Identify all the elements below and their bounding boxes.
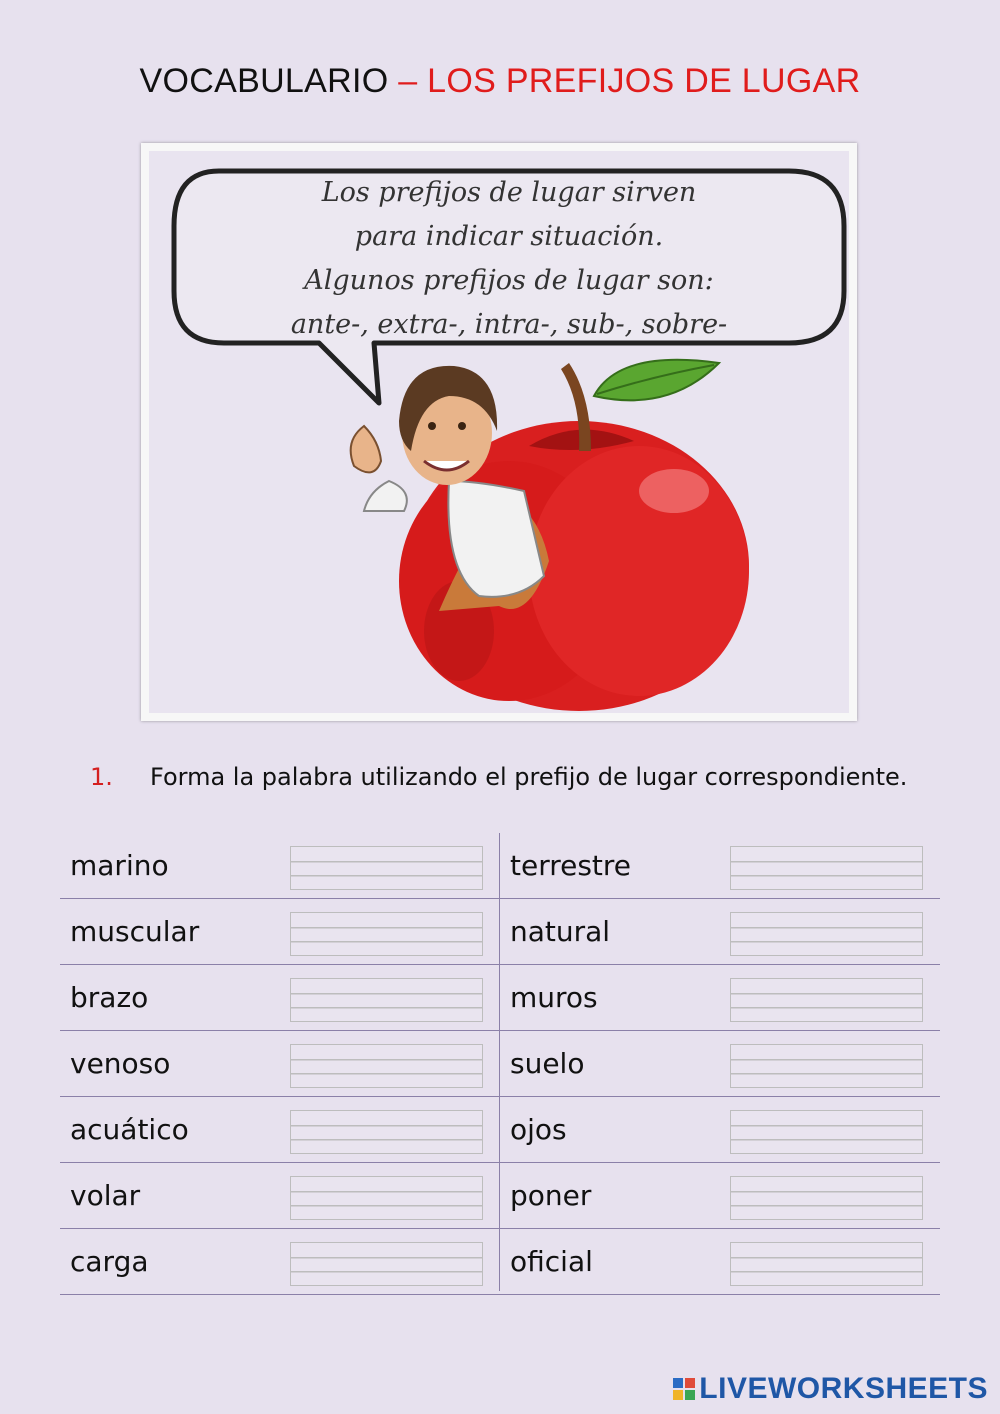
table-row <box>60 965 940 1031</box>
bubble-line-4: ante-, extra-, intra-, sub-, sobre- <box>290 309 728 340</box>
answer-field[interactable] <box>730 1044 923 1088</box>
answer-field[interactable] <box>290 1176 483 1220</box>
cell-right <box>500 1031 940 1096</box>
answer-field[interactable] <box>290 978 483 1022</box>
word-label: oficial <box>510 1245 593 1278</box>
cell-left <box>60 1097 500 1162</box>
instruction-text: Forma la palabra utilizando el prefijo de lugar correspondiente. <box>150 763 908 791</box>
bubble-text <box>189 171 829 347</box>
instruction-number: 1. <box>90 763 113 791</box>
word-label: marino <box>70 849 169 882</box>
cell-left <box>60 833 500 898</box>
cell-left <box>60 1229 500 1294</box>
table-row <box>60 833 940 899</box>
word-label: poner <box>510 1179 592 1212</box>
table-row <box>60 1229 940 1295</box>
word-label: brazo <box>70 981 149 1014</box>
answer-field[interactable] <box>730 1176 923 1220</box>
cell-right <box>500 833 940 898</box>
table-row <box>60 1163 940 1229</box>
cell-left <box>60 1031 500 1096</box>
answer-field[interactable] <box>730 1242 923 1286</box>
cell-left <box>60 965 500 1030</box>
answer-field[interactable] <box>290 1110 483 1154</box>
exercise-table <box>60 833 940 1295</box>
answer-field[interactable] <box>730 1110 923 1154</box>
word-label: suelo <box>510 1047 585 1080</box>
bubble-line-3: Algunos prefijos de lugar son: <box>304 265 714 296</box>
answer-field[interactable] <box>290 1044 483 1088</box>
table-row <box>60 1097 940 1163</box>
page-title <box>0 62 1000 101</box>
cell-right <box>500 965 940 1030</box>
liveworksheets-logo <box>673 1372 988 1406</box>
table-row <box>60 1031 940 1097</box>
logo-icon <box>673 1378 695 1400</box>
answer-field[interactable] <box>730 912 923 956</box>
title-vocabulario: VOCABULARIO <box>139 62 389 100</box>
illustration-frame <box>141 143 857 721</box>
word-label: ojos <box>510 1113 567 1146</box>
answer-field[interactable] <box>730 978 923 1022</box>
word-label: muros <box>510 981 598 1014</box>
word-label: natural <box>510 915 611 948</box>
cell-right <box>500 899 940 964</box>
word-label: volar <box>70 1179 141 1212</box>
answer-field[interactable] <box>730 846 923 890</box>
cell-right <box>500 1163 940 1228</box>
word-label: carga <box>70 1245 149 1278</box>
answer-field[interactable] <box>290 846 483 890</box>
answer-field[interactable] <box>290 1242 483 1286</box>
title-prefijos: – LOS PREFIJOS DE LUGAR <box>388 62 861 100</box>
bubble-line-2: para indicar situación. <box>354 221 664 252</box>
cell-left <box>60 899 500 964</box>
bubble-line-1: Los prefijos de lugar sirven <box>321 177 697 208</box>
cell-right <box>500 1229 940 1294</box>
word-label: venoso <box>70 1047 171 1080</box>
instruction <box>90 763 907 791</box>
word-label: acuático <box>70 1113 189 1146</box>
answer-field[interactable] <box>290 912 483 956</box>
table-row <box>60 899 940 965</box>
logo-text: LIVEWORKSHEETS <box>699 1372 988 1405</box>
cell-left <box>60 1163 500 1228</box>
word-label: muscular <box>70 915 200 948</box>
word-label: terrestre <box>510 849 632 882</box>
cell-right <box>500 1097 940 1162</box>
